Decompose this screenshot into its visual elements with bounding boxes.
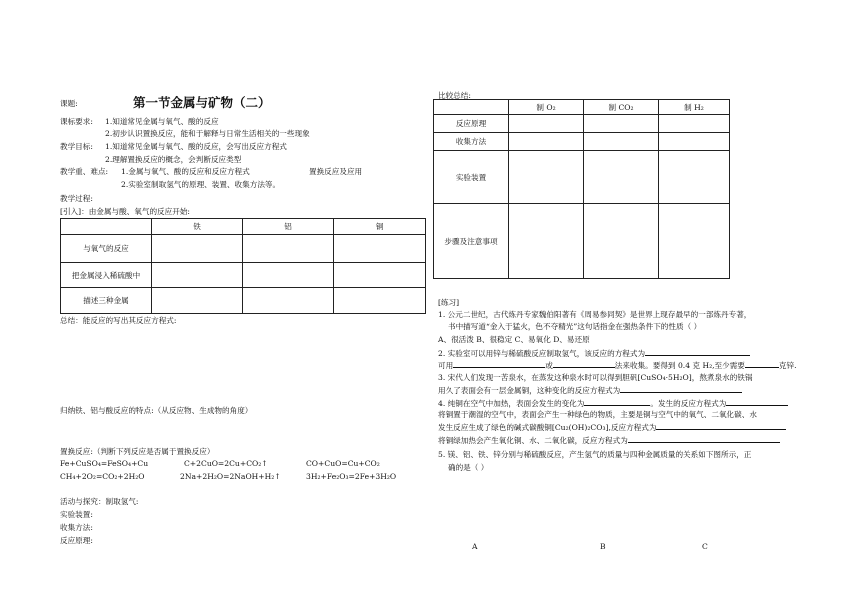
activity-title: 活动与探究：制取氢气: <box>60 497 139 506</box>
answer-blank[interactable] <box>745 359 779 368</box>
goal-label: 教学目标: <box>60 142 93 151</box>
question-4-text: 。发生的反应方程式为 <box>650 399 727 408</box>
device-label: 实验装置: <box>60 510 93 519</box>
page-title: 第一节金属与矿物（二） <box>133 95 271 110</box>
process-label: 教学过程: <box>60 194 93 203</box>
question-4-text: 将铜绿加热会产生氧化铜、水、二氧化碳，反应方程式为 <box>438 436 628 445</box>
choice-label-a: A <box>472 542 478 551</box>
question-1-line-1: 1. 公元二世纪，古代炼丹专家魏伯阳著有《周易参同契》是世界上现存最早的一部炼丹专著， <box>438 310 752 319</box>
equation-1: Fe+CuSO₄=FeSO₄+Cu <box>60 459 149 468</box>
table1-row-label: 把金属浸入稀硫酸中 <box>61 263 152 288</box>
answer-blank[interactable] <box>584 397 650 406</box>
table2-header-h2: 制 H₂ <box>659 100 730 115</box>
question-1-line-2: 书中描写道“金入于猛火，色不夺精光”这句话指金在强热条件下的性质（ ） <box>448 322 702 331</box>
question-2-text: 2. 实验室可以用锌与稀硫酸反应制取氢气，该反应的方程式为 <box>438 349 646 358</box>
table2-header-o2: 制 O₂ <box>509 100 584 115</box>
question-5-line-1: 5. 镁、铝、铁、锌分别与稀硫酸反应，产生氢气的质量与四种金属质量的关系如下图所示，正 <box>438 450 752 459</box>
table1-corner <box>61 219 152 235</box>
table2-header-co2: 制 CO₂ <box>584 100 659 115</box>
equation-6: 3H₂+Fe₂O₃=2Fe+3H₂O <box>306 472 397 481</box>
equation-5: 2Na+2H₂O=2NaOH+H₂↑ <box>180 472 281 481</box>
question-4-line-2: 将铜置于潮湿的空气中，表面会产生一种绿色的物质，主要是铜与空气中的氧气、二氧化碳、水 <box>438 410 757 419</box>
displacement-title: 置换反应:（判断下列反应是否属于置换反应） <box>60 447 215 456</box>
answer-blank[interactable] <box>656 421 786 430</box>
table2-row-label: 步骤及注意事项 <box>434 204 509 279</box>
answer-blank[interactable] <box>645 347 750 356</box>
intro-text: [引入]：由金属与酸、氧气的反应开始: <box>60 207 190 216</box>
table1-header-aluminum: 铝 <box>243 219 334 235</box>
table1-header-iron: 铁 <box>152 219 243 235</box>
table2-row-label: 实验装置 <box>434 151 509 204</box>
answer-blank[interactable] <box>620 384 742 393</box>
table1-row-label: 描述三种金属 <box>61 288 152 314</box>
practice-title: [练习] <box>438 298 460 307</box>
question-2-text: 法来收集。要得到 0.4 克 H₂,至少需要 <box>614 361 745 370</box>
question-4-line-1 <box>438 397 788 409</box>
key-label: 教学重、难点: <box>60 167 109 176</box>
table2-row-label: 收集方法 <box>434 133 509 151</box>
principle-label: 反应原理: <box>60 536 93 545</box>
std-label: 课标要求: <box>60 117 93 126</box>
question-2-line-1 <box>438 347 750 359</box>
metal-reaction-table <box>60 218 426 314</box>
summary-text: 总结：能反应的写出其反应方程式: <box>60 316 177 325</box>
question-2-line-2 <box>438 359 797 371</box>
equation-3: CO+CuO=Cu+CO₂ <box>306 459 380 468</box>
key-item-1: 1.金属与氧气、酸的反应和反应方程式 <box>121 167 250 176</box>
answer-blank[interactable] <box>453 359 545 368</box>
key-item-2: 2.实验室制取氢气的原理、装置、收集方法等。 <box>121 180 281 189</box>
table1-header-copper: 铜 <box>334 219 426 235</box>
answer-blank[interactable] <box>628 434 780 443</box>
question-2-text: 或 <box>545 361 553 370</box>
question-4-text: 发生反应生成了绿色的碱式碳酸铜[Cu₂(OH)₂CO₃],反应方程式为 <box>438 423 657 432</box>
question-4-line-3 <box>438 421 786 433</box>
collect-label: 收集方法: <box>60 523 93 532</box>
question-2-text: 克锌. <box>778 361 797 370</box>
compare-title: 比较总结: <box>438 91 471 100</box>
goal-item-2: 2.理解置换反应的概念，会判断反应类型 <box>105 155 242 164</box>
std-item-2: 2.初步认识置换反应，能和于解释与日常生活相关的一些现象 <box>105 129 310 138</box>
question-5-line-2: 确的是（ ） <box>448 463 489 472</box>
table2-row-label: 反应原理 <box>434 115 509 133</box>
choice-label-c: C <box>702 542 708 551</box>
question-2-text: 可用 <box>438 361 454 370</box>
answer-blank[interactable] <box>726 397 788 406</box>
question-1-options: A、很活泼 B、很稳定 C、易氧化 D、易还原 <box>438 335 590 344</box>
question-3-text: 用久了表面会有一层金属铜，这种变化的反应方程式为 <box>438 386 621 395</box>
question-4-line-4 <box>438 434 780 446</box>
std-item-1: 1.知道常见金属与氧气、酸的反应 <box>105 117 219 126</box>
question-4-text: 4. 纯铜在空气中加热，表面会发生的变化为 <box>438 399 585 408</box>
induce-text: 归纳铁、铝与酸反应的特点:（从反应物、生成物的角度） <box>60 406 253 415</box>
comparison-table <box>433 99 730 279</box>
topic-label: 课题: <box>60 99 78 108</box>
table1-row-label: 与氧气的反应 <box>61 235 152 263</box>
answer-blank[interactable] <box>553 359 615 368</box>
question-3-line-2 <box>438 384 742 396</box>
equation-2: C+2CuO=2Cu+CO₂↑ <box>184 459 268 468</box>
question-3-line-1: 3. 宋代人们发现一苦泉水，在蒸发这种泉水时可以得到胆矾[CuSO₄·5H₂O]，熬煮泉水的铁锅 <box>438 373 753 382</box>
choice-label-b: B <box>600 542 606 551</box>
key-item-1b: 置换反应及应用 <box>309 167 363 176</box>
equation-4: CH₄+2O₂=CO₂+2H₂O <box>60 472 145 481</box>
goal-item-1: 1.知道常见金属与氧气、酸的反应，会写出反应方程式 <box>105 142 287 151</box>
